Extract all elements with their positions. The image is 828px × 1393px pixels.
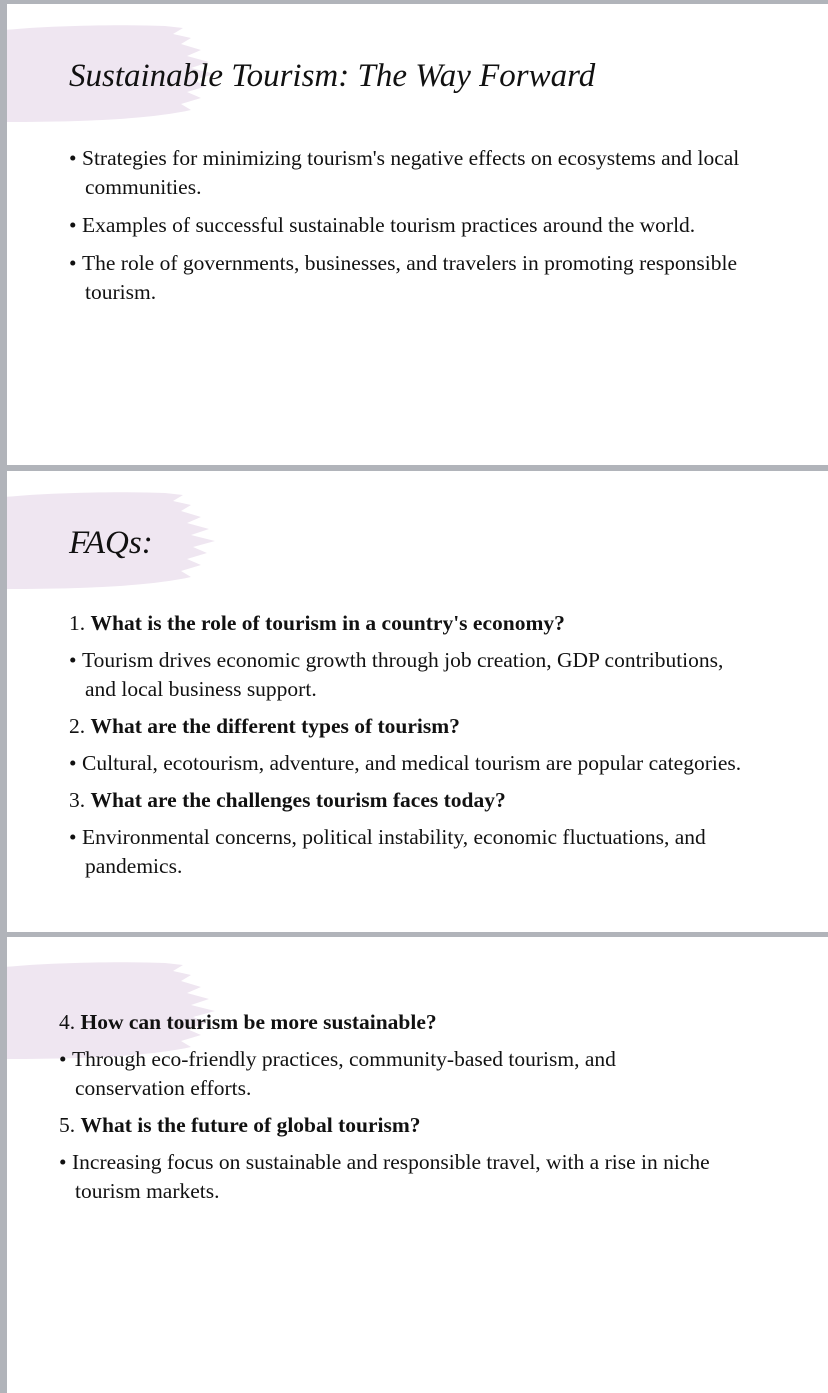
faq-question: 3. What are the challenges tourism faces today? [69, 788, 506, 812]
faq-answer: • Through eco-friendly practices, community-based tourism, and conservation efforts. [59, 1045, 768, 1103]
faq-question: 1. What is the role of tourism in a country's economy? [69, 611, 565, 635]
faq-answer: • Tourism drives economic growth through job creation, GDP contributions, and local business support. [69, 646, 788, 704]
slide-faqs-continued [7, 937, 828, 1393]
faq-list [59, 1008, 768, 1206]
faq-answer: • Increasing focus on sustainable and responsible travel, with a rise in niche tourism markets. [59, 1148, 768, 1206]
slide-faqs [7, 471, 828, 932]
faq-question: 2. What are the different types of tourism? [69, 714, 460, 738]
slide-title: Sustainable Tourism: The Way Forward [69, 58, 596, 94]
slide-sustainable-tourism [7, 4, 828, 465]
faq-answer: • Environmental concerns, political instability, economic fluctuations, and pandemics. [69, 823, 788, 881]
faq-answer: • Cultural, ecotourism, adventure, and medical tourism are popular categories. [69, 749, 788, 778]
faq-question: 5. What is the future of global tourism? [59, 1113, 421, 1137]
faq-list [69, 609, 788, 881]
slide-title: FAQs: [69, 525, 153, 561]
bullet-list [69, 144, 788, 307]
bullet-item: • Examples of successful sustainable tourism practices around the world. [69, 211, 788, 240]
bullet-item: • The role of governments, businesses, and travelers in promoting responsible tourism. [69, 249, 788, 307]
bullet-item: • Strategies for minimizing tourism's negative effects on ecosystems and local communities. [69, 144, 788, 202]
faq-question: 4. How can tourism be more sustainable? [59, 1010, 437, 1034]
